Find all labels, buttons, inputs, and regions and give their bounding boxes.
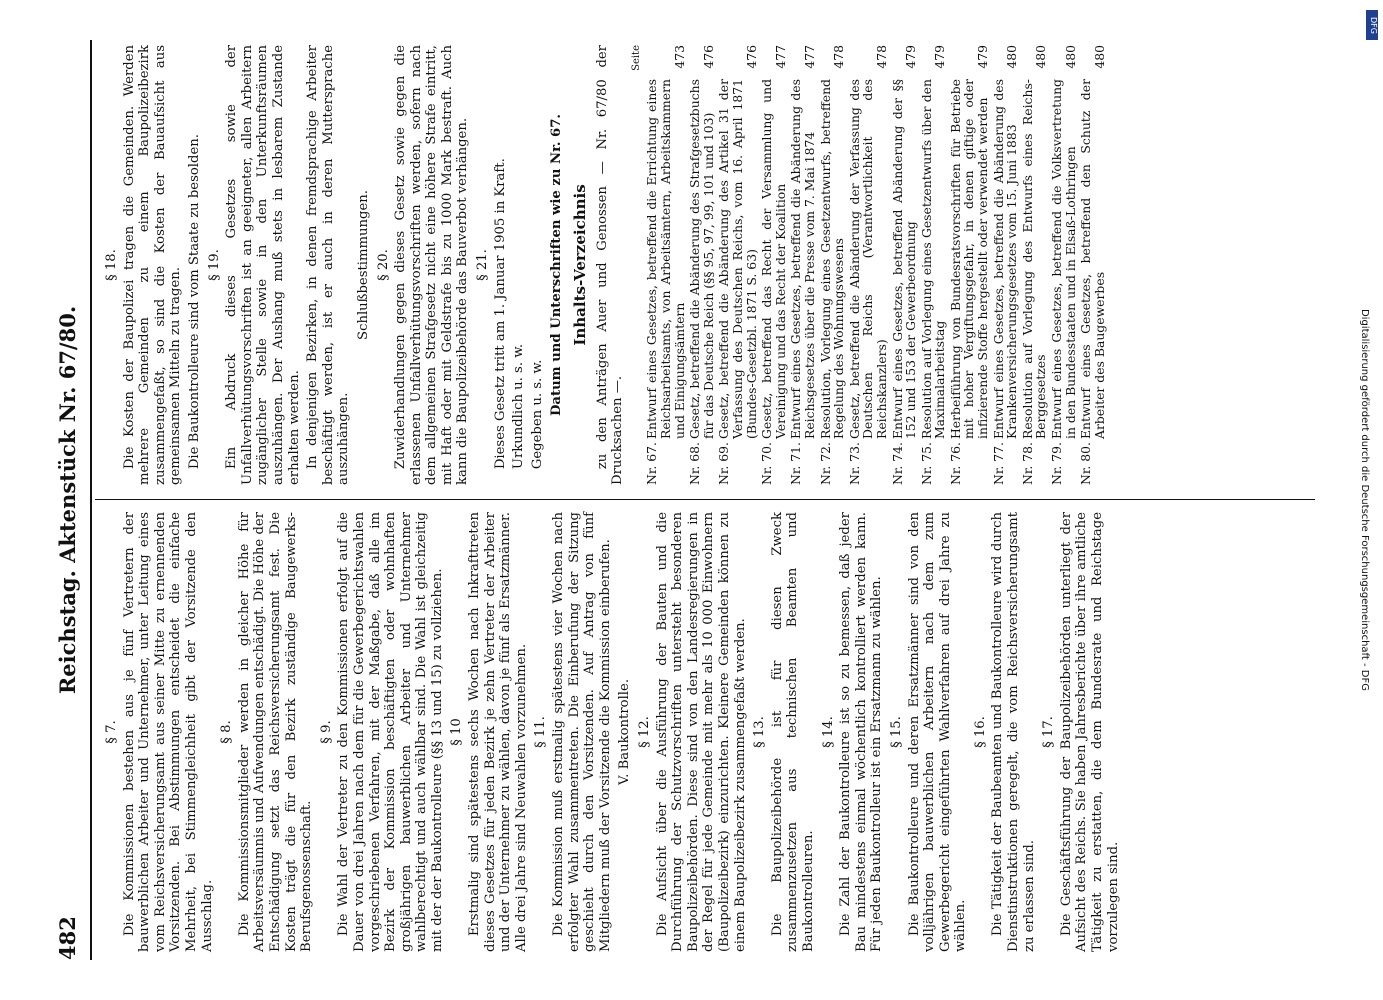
section-heading: § 18.: [104, 249, 119, 281]
section-heading: § 20.: [375, 249, 391, 281]
section-text: Zuwiderhandlungen gegen dieses Gesetz sowie gegen die erlassenen Unfallverhütungsvorschriften werden, sofern nach dem allgemeinen Strafgesetz nicht eine höhere Strafe eintritt, mit Haft oder mit Geldstrafe bis zu 1000 Mark bestraft. Auch kann die Baupolizeibehörde das Bauverbot verhängen.: [393, 45, 471, 485]
section-text: Die Wahl der Vertreter zu den Kommissionen erfolgt auf die Dauer von drei Jahren nach dem für die Gewerbegerichtswahlen vorgeschriebenen Verfahren, mit der Maßgabe, daß alle im Bezirk der Kommission beschäftigten oder wohnhaften großjährigen bauwerblichen Arbeiter und Unternehmer wahlberechtigt und auch wählbar sind. Die Wahl ist gleichzeitig mit der der Baukontrolleure (§§ 13 und 15) zu vollziehen.: [336, 512, 445, 952]
section-text: Die Zahl der Baukontrolleure ist so zu bemessen, daß jeder Bau mindestens einmal wöchentlich kontrolliert werden kann. Für jeden Baukontrolleur ist ein Ersatzmann zu wählen.: [838, 512, 885, 952]
toc-page: 478: [831, 45, 847, 69]
section-text: Ein Abdruck dieses Gesetzes sowie der Unfallverhütungsvorschriften ist an geeigneter, allen Arbeitern zugänglicher Stelle sowie in den Unterkunftsräumen auszuhängen. Der Aushang muß stets in lesbarem Zustande erhalten werden.: [224, 45, 302, 485]
section-text: Die Kommissionen bestehen aus je fünf Vertretern der bauwerblichen Arbeiter und Unternehmer, unter Leitung eines vom Reichsversicherungsamt aus seiner Mitte zu ernennenden Vorsitzenden. Bei Abstimmungen entscheidet die einfache Mehrheit, bei Stimmengleichheit gibt der Vorsitzende den Ausschlag.: [121, 512, 215, 952]
toc-page: 477: [772, 45, 788, 69]
section-heading: § 10: [449, 718, 465, 746]
toc-number: Nr. 73.: [846, 442, 862, 485]
toc-row: [948, 45, 991, 485]
section-text: Die Kosten der Baupolizei tragen die Gemeinden. Werden mehrere Gemeinden zu einem Baupolizeibezirk zusammengefaßt, so sind die Kosten der Bauaufsicht aus gemeinsamen Mitteln zu tragen.: [121, 45, 184, 485]
toc-text: Gesetz, betreffend das Recht der Versammlung und Vereinigung und das Recht der Koalition: [759, 79, 788, 439]
toc-number: Nr. 77.: [990, 442, 1006, 485]
toc-text: Entwurf eines Gesetzes, betreffend Abänderung der §§ 152 und 153 der Gewerbeordnung: [889, 79, 919, 439]
section-heading: § 19.: [206, 249, 222, 281]
toc-text: Resolution, Vorlegung eines Gesetzentwurfs, betreffend Regelung des Wohnungswesens: [817, 79, 847, 439]
section-heading: § 12.: [637, 716, 652, 748]
closing-line: Gegeben u. s. w.: [529, 359, 545, 470]
toc-row: [847, 45, 890, 485]
toc-number: Nr. 69.: [716, 442, 732, 485]
toc-number: Nr. 70.: [759, 442, 775, 485]
toc-text: Entwurf eines Gesetzes, betreffend den Schutz der Arbeiter des Baugewerbes: [1078, 79, 1107, 439]
toc-row: [759, 45, 788, 485]
toc-row: [890, 45, 919, 485]
section-text: Die Kommission muß erstmalig spätestens vier Wochen nach erfolgter Wahl zusammentreten. Die Einberufung der Sitzung geschieht durch den Vorsitzenden. Auf Antrag von fünf Mitgliedern muß der Vorsitzende die Kommission einberufen.: [551, 512, 613, 952]
page-number: 482: [55, 916, 80, 960]
toc-page: 478: [873, 45, 889, 69]
toc-page: 473: [671, 45, 687, 69]
toc-number: Nr. 67.: [644, 442, 660, 485]
toc-number: Nr. 78.: [1019, 442, 1035, 485]
toc-row: [687, 45, 716, 485]
toc-row: [716, 45, 759, 485]
section-text: Erstmalig sind spätestens sechs Wochen nach Inkrafttreten dieses Gesetzes für jeden Bezirk je zehn Vertreter der Arbeiter und der Unternehmer zu wählen, davon je fünf als Ersatzmänner. Alle drei Jahre sind Neuwahlen vorzunehmen.: [467, 512, 529, 952]
toc-page: 476: [743, 45, 759, 69]
toc-row: [1078, 45, 1107, 485]
toc-number: Nr. 76.: [947, 442, 963, 485]
right-column: [100, 45, 1107, 485]
toc-text: Entwurf eines Gesetzes, betreffend die Errichtung eines Reichsarbeitsamts, von Arbeitsämtern, Arbeitskammern und Einigungsämtern: [644, 79, 687, 439]
toc-text: Herbeiführung von Bundesratsvorschriften für Betriebe mit hoher Vergiftungsgefahr, in denen giftige oder infizierende Stoffe hergestellt oder verwendet werden: [947, 79, 991, 439]
toc-number: Nr. 74.: [889, 442, 905, 485]
section-text: Dieses Gesetz tritt am 1. Januar 1905 in Kraft.: [492, 158, 508, 470]
toc-page: 477: [801, 45, 817, 69]
toc-page: 480: [1091, 45, 1107, 69]
toc-text: Gesetz, betreffend die Abänderung des Strafgesetzbuchs für das Deutsche Reich (§§ 95, 97, 99, 101 und 103): [687, 79, 716, 439]
section-text: Die Tätigkeit der Baubeamten und Baukontrolleure wird durch Dienstinstruktionen geregelt, die vom Reichsversicherungsamt zu erlassen sind.: [990, 512, 1037, 952]
toc-page: 479: [903, 45, 919, 69]
section-heading: § 16.: [972, 716, 988, 748]
chapter-heading: V. Baukontrolle.: [617, 678, 633, 786]
toc-title: Inhalts-Verzeichnis: [571, 184, 590, 346]
signature-heading: Datum und Unterschriften wie zu Nr. 67.: [549, 114, 565, 416]
page-title: Reichstag. Aktenstück Nr. 67/80.: [55, 305, 80, 695]
toc-row: [818, 45, 847, 485]
header-rule: [90, 40, 92, 960]
toc-text: Entwurf eines Gesetzes, betreffend die Volksvertretung in den Bundesstaaten und in Elsaß-Lothringen: [1049, 79, 1078, 439]
toc-page: 480: [1004, 45, 1020, 69]
toc-number: Nr. 71.: [788, 442, 804, 485]
toc-row: [644, 45, 687, 485]
toc-row: [919, 45, 948, 485]
section-text: Die Baukontrolleure und deren Ersatzmänner sind von den volljährigen bauwerblichen Arbeitern nach dem zum Gewerbegericht eingeführten Wahlverfahren auf drei Jahre zu wählen.: [906, 512, 969, 952]
toc-page: 480: [1062, 45, 1078, 69]
section-heading: § 11.: [533, 716, 549, 748]
toc-text: Gesetz, betreffend die Abänderung der Verfassung des Deutschen Reichs (Verantwortlichkeit des Reichskanzlers): [846, 79, 889, 439]
left-column: [100, 512, 1124, 952]
toc-text: Entwurf eines Gesetzes, betreffend die Abänderung des Krankenversicherungsgesetzes vom 15. Juni 1883: [990, 79, 1020, 439]
section-heading: § 7.: [104, 720, 119, 744]
section-heading: § 14.: [820, 716, 836, 748]
digitization-note: Digitalisierung gefördert durch die Deutsche Forschungsgemeinschaft - DFG: [1359, 308, 1370, 691]
section-text: Die Baukontrolleure sind vom Staate zu besolden.: [186, 134, 202, 470]
toc-page: 480: [1033, 45, 1049, 69]
toc-text: Resolution auf Vorlegung des Entwurfs eines Reichs-Berggesetzes: [1019, 79, 1049, 439]
toc-page-label: Seite: [630, 45, 642, 71]
toc-number: Nr. 68.: [687, 442, 703, 485]
toc-number: Nr. 72.: [817, 442, 833, 485]
toc-row: [991, 45, 1020, 485]
toc-page: 476: [700, 45, 716, 69]
page-header: [55, 40, 87, 960]
toc-text: Resolution auf Vorlegung eines Gesetzentwurfs über den Maximalarbeitstag: [918, 79, 948, 439]
chapter-heading: Schlußbestimmungen.: [355, 190, 371, 340]
toc-page: 479: [932, 45, 948, 69]
dfg-logo: DFG: [1366, 10, 1378, 40]
toc-intro: zu den Anträgen Auer und Genossen — Nr. 67/80 der Drucksachen —.: [594, 45, 626, 485]
section-heading: § 15.: [888, 716, 904, 748]
toc-row: [1020, 45, 1049, 485]
toc-text: Gesetz, betreffend die Abänderung des Artikel 31 der Verfassung des Deutschen Reichs, vom 16. April 1871 (Bundes-Gesetzbl. 1871 S. 63): [716, 79, 759, 439]
section-text: In denjenigen Bezirken, in denen fremdsprachige Arbeiter beschäftigt werden, ist er auch in deren Muttersprache auszuhängen.: [305, 45, 352, 485]
section-text: Die Aufsicht über die Ausführung der Bauten und die Durchführung der Schutzvorschriften untersteht besonderen Baupolizeibehörden. Diese sind von den Landesregierungen in der Regel für jede Gemeinde mit mehr als 10 000 Einwohnern (Baupolizeibezirk) einzurichten. Kleinere Gemeinden können zu einem Baupolizeibezirk zusammengefaßt werden.: [654, 512, 748, 952]
section-heading: § 8.: [219, 720, 235, 744]
toc-number: Nr. 80.: [1078, 442, 1094, 485]
toc-number: Nr. 75.: [918, 442, 934, 485]
column-divider: [95, 499, 1315, 500]
section-heading: § 13.: [752, 716, 768, 748]
toc-number: Nr. 79.: [1049, 442, 1065, 485]
toc-table: [644, 45, 1107, 485]
section-heading: § 17.: [1041, 716, 1057, 748]
closing-line: Urkundlich u. s. w.: [511, 343, 527, 470]
toc-row: [1049, 45, 1078, 485]
toc-row: [788, 45, 817, 485]
section-text: Die Geschäftsführung der Baupolizeibehörden unterliegt der Aufsicht des Reichs. Sie haben Jahresberichte über ihre amtliche Tätigkeit zu erstatten, die dem Bundesrate und Reichstage vorzulegen sind.: [1058, 512, 1121, 952]
toc-page: 479: [975, 45, 991, 69]
section-heading: § 21.: [475, 249, 491, 281]
toc-text: Entwurf eines Gesetzes, betreffend die Abänderung des Reichsgesetzes über die Presse vom 7. Mai 1874: [788, 79, 817, 439]
section-text: Die Baupolizeibehörde ist für diesen Zweck zusammenzusetzen aus technischen Beamten und Baukontrolleuren.: [769, 512, 816, 952]
section-heading: § 9.: [318, 720, 334, 744]
section-text: Die Kommissionsmitglieder werden in gleicher Höhe für Arbeitsversäumnis und Aufwendungen entschädigt. Die Höhe der Entschädigung setzt das Reichsversicherungsamt fest. Die Kosten trägt die für den Bezirk zuständige Baugewerks-Berufsgenossenschaft.: [236, 512, 315, 952]
